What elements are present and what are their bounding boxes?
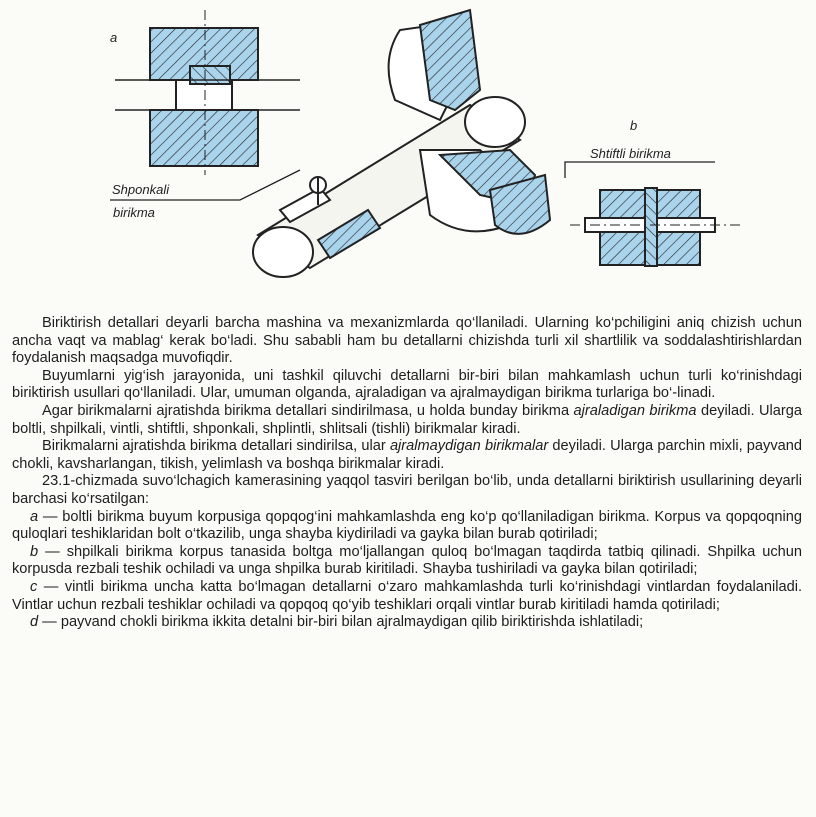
item-b-text: — shpilkali birikma korpus tanasida boltga mo‘ljallangan quloq bo‘lmagan taqdirda tatbiq qilinadi. Shpilka uchun korpusda rezbali teshik ochiladi va unga shpilka burab kiritiladi. Shayba tushiriladi va gayka bilan qotiriladi; [12, 543, 802, 578]
item-c-marker: c [30, 578, 38, 595]
figure-label-a: a [110, 30, 118, 45]
item-d-marker: d [30, 614, 39, 631]
item-a-marker: a [30, 508, 39, 525]
p4-end: deyiladi. Ularga parchin mixli, payvand chokli, kavsharlangan, tikish, yelimlash va boshqa birikmalar kiradi. [12, 438, 802, 472]
list-item-d [12, 614, 802, 632]
figure-label-b: b [630, 118, 638, 133]
item-b-marker: b [30, 543, 39, 560]
paragraph-2: Buyumlarni yig‘ish jarayonida, uni tashkil qiluvchi detallarni bir-biri bilan mahkamlash uchun turli ko‘rinishdagi biriktirish usullari qo‘llaniladi. Ular, umuman olganda, ajraladigan va ajralmaydigan birikma turlariga bo‘-linadi. [12, 367, 802, 402]
term-ajralmaydigan: ajralmaydigan birikmalar [389, 438, 549, 455]
joint-illustration [0, 0, 816, 310]
item-d-text: — payvand chokli birikma ikkita detalni bir-biri bilan ajralmaydigan qilib biriktirishda ishlatiladi; [38, 614, 644, 631]
p4-start: Birikmalarni ajratishda birikma detallari sindirilsa, ular [42, 438, 390, 455]
paragraph-5: 23.1-chizmada suvo‘lchagich kamerasining yaqqol tasviri berilgan bo‘lib, unda detallarni biriktirish usullarining deyarli barchasi ko‘rsatilgan: [12, 473, 802, 507]
technical-figure [0, 0, 816, 310]
figure-label-shponkali: Shponkali [112, 182, 170, 197]
paragraph-3 [12, 403, 802, 438]
paragraph-4 [12, 438, 802, 473]
item-c-text: — vintli birikma uncha katta bo‘lmagan detallarni o‘zaro mahkamlashda turli ko‘rinishdagi vintlardan foydalaniladi. Vintlar uchun rezbali teshiklar ochiladi va qopqoq qo‘yib teshiklari orqali vintlar burab kiritiladi hamda qotiriladi; [12, 578, 802, 613]
list-item-b [12, 544, 802, 579]
figure-label-shtiftli: Shtiftli birikma [590, 146, 671, 161]
body-text [12, 315, 802, 632]
p3-start: Agar birikmalarni ajratishda birikma detallari sindirilmasa, u holda bunday birikma [42, 402, 574, 419]
list-item-a [12, 509, 802, 544]
term-ajraladigan: ajraladigan birikma [573, 402, 697, 419]
list-item-c [12, 579, 802, 614]
item-a-text: — boltli birikma buyum korpusiga qopqog‘ini mahkamlashda eng ko‘p qo‘llaniladigan birikma. Korpus va qopqoqning quloqlari teshiklaridan bolt o‘tkazilib, unga shayba kiydiriladi va gayka bilan burab qotiriladi; [12, 508, 802, 543]
key-joint-section [115, 10, 300, 175]
pin-joint-section [570, 188, 740, 266]
figure-label-birikma: birikma [113, 205, 155, 220]
p3-end: deyiladi. Ularga boltli, shpilkali, vintli, shtiftli, shponkali, shplintli, shlitsali (tishli) birikmalar kiradi. [12, 402, 802, 437]
paragraph-1: Biriktirish detallari deyarli barcha mashina va mexanizmlarda qo‘llaniladi. Ularning ko‘pchiligini aniq chizish uchun ancha vaqt va mablag‘ kerak bo‘ladi. Shu sababli ham bu detallarni chizishda turli xil shartlilik va soddalashtirishlardan foydalanish maqsadga muvofiqdir. [12, 315, 802, 367]
